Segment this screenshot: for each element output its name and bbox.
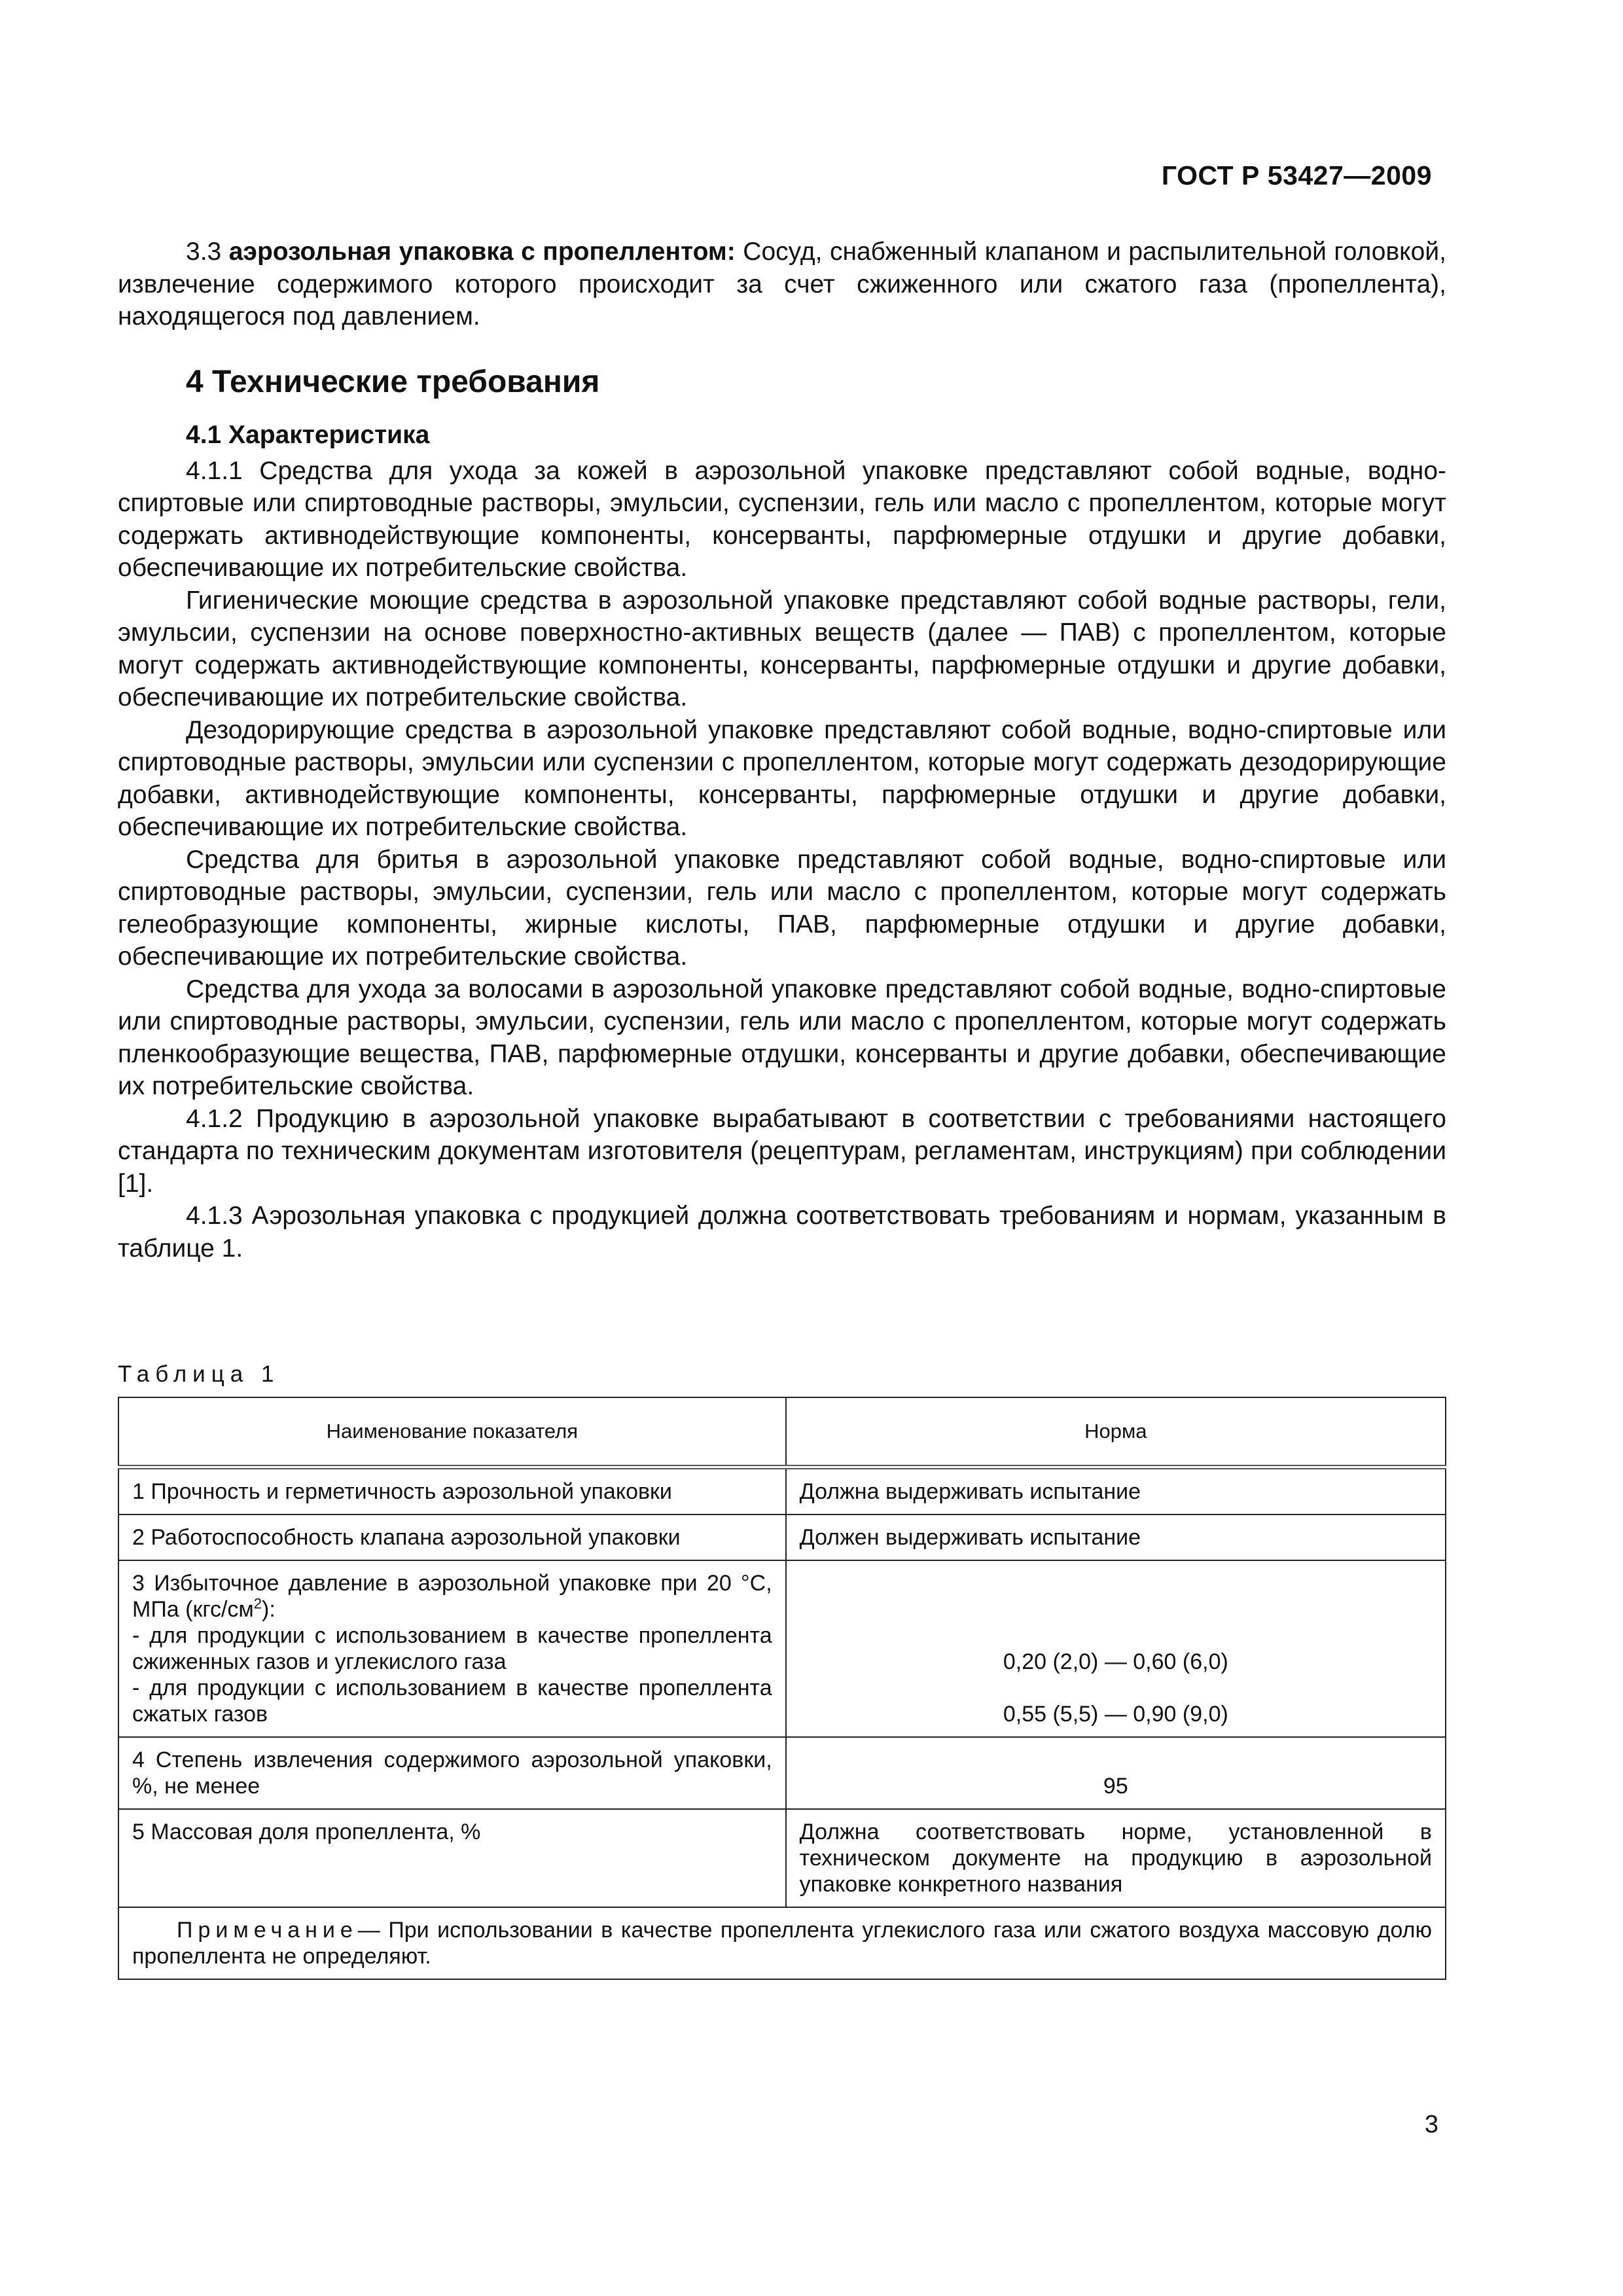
page-number: 3 (1424, 2111, 1438, 2138)
indicator-intro-text: 3 Избыточное давление в аэрозольной упаковке при 20 °C, МПа (кгс/см (132, 1571, 772, 1622)
paragraph: Средства для ухода за волосами в аэрозольной упаковке представляют собой водные, водно-спиртовые или спиртоводные растворы, эмульсии, суспензии, гель или масло с пропеллентом, которые могут содержать пленкообразующие вещества, ПАВ, парфюмерные отдушки, консерванты и другие добавки, обеспечивающие их потребительские свойства. (118, 975, 1446, 1100)
section-title: 4 Технические требования (186, 364, 600, 399)
norm-cell: Должна соответствовать норме, установленной в техническом документе на продукцию в аэрозольной упаковке конкретного названия (786, 1809, 1446, 1907)
paragraph: Дезодорирующие средства в аэрозольной упаковке представляют собой водные, водно-спиртовые или спиртоводные растворы, эмульсии или суспензии с пропеллентом, которые могут содержать дезодорирующие добавки, активнодействующие компоненты, консерванты, парфюмерные отдушки и другие добавки, обеспечивающие их потребительские свойства. (118, 715, 1446, 841)
definition-3-3 (118, 236, 1446, 333)
table-row (118, 1737, 1446, 1809)
norm-value: 95 (1103, 1774, 1128, 1799)
table-caption: Таблица 1 (118, 1361, 280, 1387)
indicator-intro (132, 1570, 772, 1623)
table-note-row (118, 1907, 1446, 1979)
note-text: — При использовании в качестве пропеллента углекислого газа или сжатого воздуха массовую долю пропеллента не определяют. (132, 1918, 1432, 1969)
paragraph: Гигиенические моющие средства в аэрозольной упаковке представляют собой водные растворы, гели, эмульсии, суспензии на основе поверхностно-активных веществ (далее — ПАВ) с пропеллентом, которые могут содержать активнодействующие компоненты, консерванты, парфюмерные отдушки и другие добавки, обеспечивающие их потребительские свойства. (118, 586, 1446, 711)
table-row (118, 1560, 1446, 1737)
norm-cell (786, 1560, 1446, 1737)
spacer (800, 1570, 1432, 1649)
indicator-sub-liquefied: - для продукции с использованием в качестве пропеллента сжиженных газов и углекислого газа (132, 1623, 772, 1674)
norm-compressed: 0,55 (5,5) — 0,90 (9,0) (1003, 1702, 1228, 1727)
spacer (800, 1747, 1432, 1773)
indicator-sub-compressed: - для продукции с использованием в качестве пропеллента сжатых газов (132, 1676, 772, 1727)
definition-text: Сосуд, снабженный клапаном и распылительной головкой, извлечение содержимого которого происходит за счет сжиженного или сжатого газа (пропеллента), находящегося под давлением. (118, 238, 1446, 331)
definition-term: аэрозольная упаковка с пропеллентом: (228, 238, 736, 266)
indicator-intro-end: ): (262, 1597, 276, 1622)
norm-cell: Должна выдерживать испытание (786, 1467, 1446, 1515)
table-row (118, 1515, 1446, 1560)
paragraph: 4.1.1 Средства для ухода за кожей в аэрозольной упаковке представляют собой водные, водно-спиртовые или спиртоводные растворы, эмульсии, суспензии, гель или масло с пропеллентом, которые могут содержать активнодействующие компоненты, консерванты, парфюмерные отдушки и другие добавки, обеспечивающие их потребительские свойства. (118, 456, 1446, 582)
indicator-cell: 5 Массовая доля пропеллента, % (118, 1809, 786, 1907)
column-header-norm: Норма (786, 1397, 1446, 1467)
table-note (118, 1907, 1446, 1979)
indicator-cell: 4 Степень извлечения содержимого аэрозольной упаковки, %, не менее (118, 1737, 786, 1809)
table-row (118, 1809, 1446, 1907)
document-code: ГОСТ Р 53427—2009 (1161, 160, 1432, 190)
paragraph: Средства для бритья в аэрозольной упаковке представляют собой водные, водно-спиртовые или спиртоводные растворы, эмульсии, суспензии, гель или масло с пропеллентом, которые могут содержать гелеобразующие компоненты, жирные кислоты, ПАВ, парфюмерные отдушки и другие добавки, обеспечивающие их потребительские свойства. (118, 845, 1446, 971)
definition-number: 3.3 (186, 238, 222, 266)
indicator-cell (118, 1560, 786, 1737)
paragraph: 4.1.3 Аэрозольная упаковка с продукцией должна соответствовать требованиям и нормам, указанным в таблице 1. (118, 1202, 1446, 1263)
norm-cell: Должен выдерживать испытание (786, 1515, 1446, 1560)
main-text (118, 236, 1446, 1265)
spacer (800, 1675, 1432, 1701)
subsection-title: 4.1 Характеристика (186, 420, 430, 449)
requirements-table (118, 1397, 1446, 1980)
indicator-cell: 2 Работоспособность клапана аэрозольной упаковки (118, 1515, 786, 1560)
paragraph: 4.1.2 Продукцию в аэрозольной упаковке вырабатывают в соответствии с требованиями настоящего стандарта по техническим документам изготовителя (рецептурам, регламентам, инструкциям) при соблюдении [1]. (118, 1104, 1446, 1198)
table-header-row (118, 1397, 1446, 1467)
indicator-cell: 1 Прочность и герметичность аэрозольной упаковки (118, 1467, 786, 1515)
norm-cell (786, 1737, 1446, 1809)
column-header-indicator: Наименование показателя (118, 1397, 786, 1467)
table-row (118, 1467, 1446, 1515)
norm-liquefied: 0,20 (2,0) — 0,60 (6,0) (1003, 1649, 1228, 1674)
superscript: 2 (253, 1595, 262, 1612)
note-label: Примечание (177, 1918, 358, 1943)
